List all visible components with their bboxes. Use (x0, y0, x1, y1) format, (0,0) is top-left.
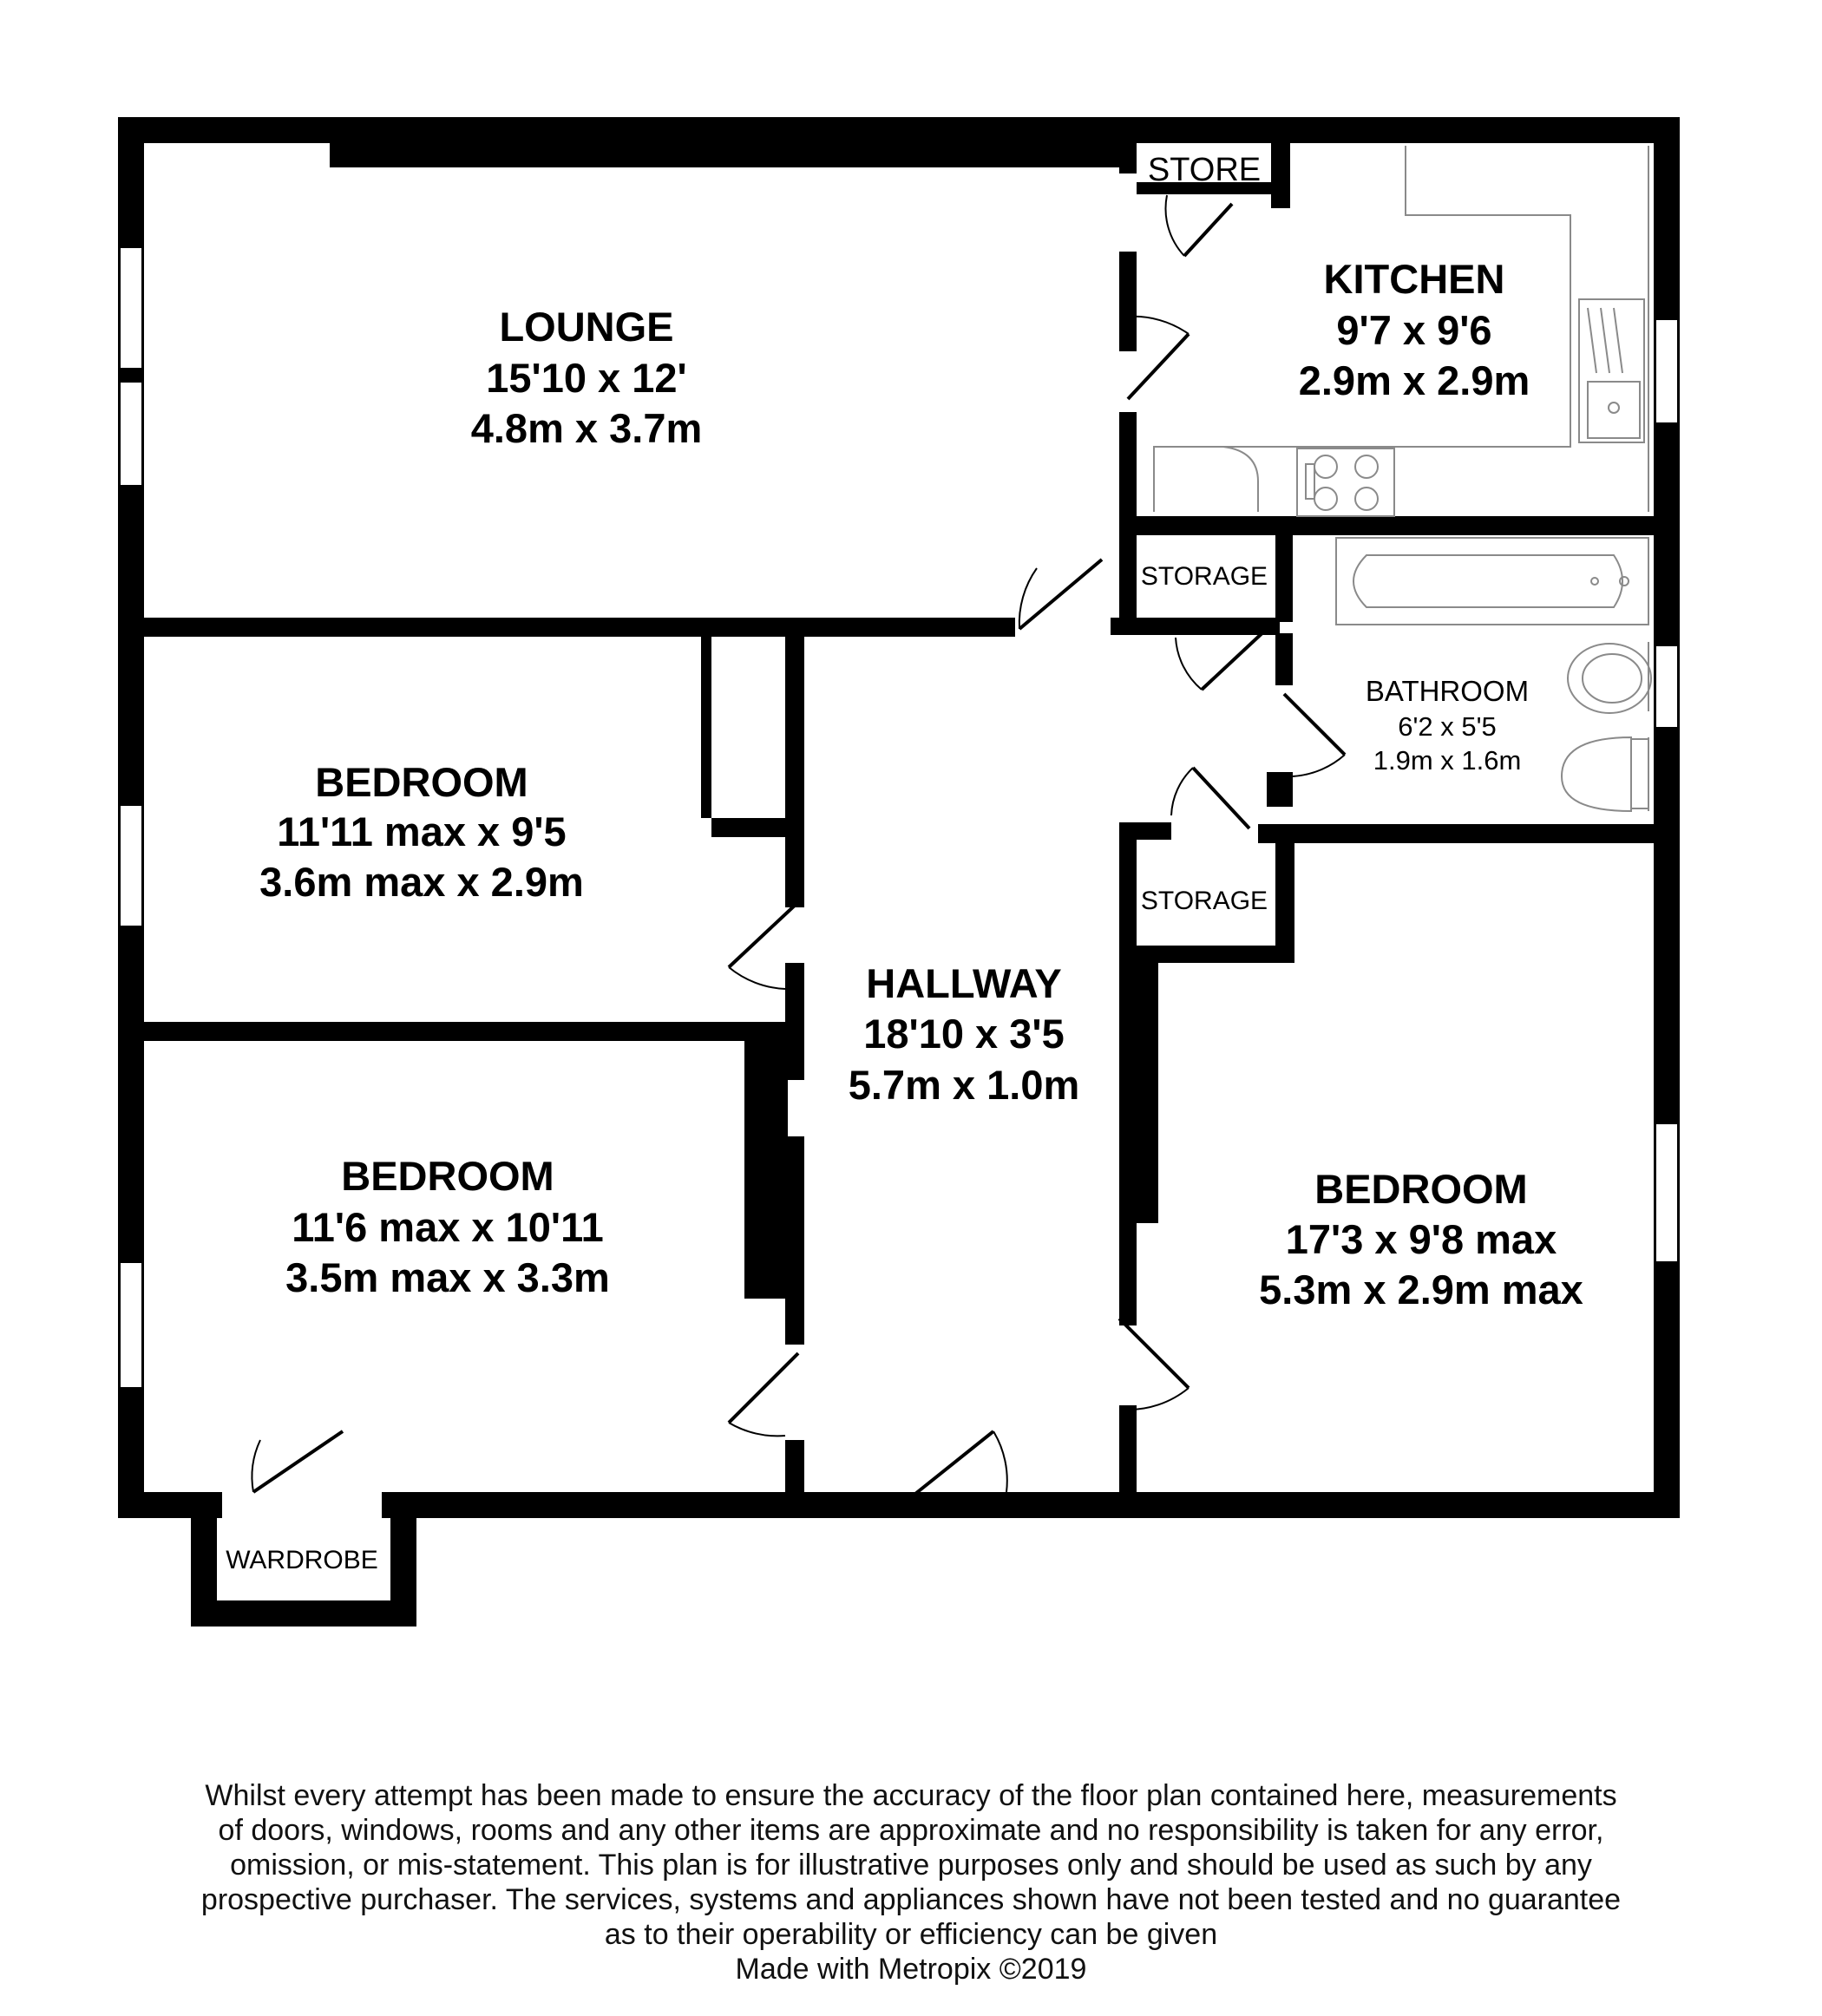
bedroom3-name: BEDROOM (1314, 1166, 1528, 1212)
bedroom3-metric: 5.3m x 2.9m max (1259, 1267, 1583, 1312)
storage-lower-label: STORAGE (1140, 887, 1268, 915)
bedroom1-name: BEDROOM (315, 759, 528, 805)
wardrobe-label: WARDROBE (226, 1546, 378, 1574)
bedroom2-name: BEDROOM (341, 1153, 554, 1199)
disclaimer-line: of doors, windows, rooms and any other items are approximate and no responsibility is taken for any error, (218, 1814, 1604, 1847)
store-label: STORE (1147, 152, 1262, 188)
disclaimer-line: prospective purchaser. The services, systems and appliances shown have not been tested and no guarantee (200, 1883, 1622, 1916)
kitchen-imperial: 9'7 x 9'6 (1336, 307, 1492, 353)
room-bathroom (1366, 675, 1529, 776)
bedroom1-metric: 3.6m max x 2.9m (259, 859, 584, 905)
kitchen-metric: 2.9m x 2.9m (1298, 357, 1530, 403)
storage-upper-label: STORAGE (1140, 562, 1268, 591)
hallway-metric: 5.7m x 1.0m (848, 1062, 1080, 1108)
credit-line: Made with Metropix ©2019 (735, 1953, 1087, 1986)
room-bedroom-2 (285, 1153, 610, 1300)
lounge-imperial: 15'10 x 12' (486, 355, 687, 401)
disclaimer-line: as to their operability or efficiency can be given (604, 1918, 1218, 1951)
bedroom1-imperial: 11'11 max x 9'5 (277, 808, 567, 854)
bathroom-metric: 1.9m x 1.6m (1373, 745, 1522, 776)
bathroom-name: BATHROOM (1365, 675, 1530, 707)
disclaimer (130, 1778, 1692, 1987)
bathroom-imperial: 6'2 x 5'5 (1398, 711, 1497, 742)
room-bedroom-1 (259, 759, 584, 905)
lounge-metric: 4.8m x 3.7m (470, 405, 703, 451)
kitchen-name: KITCHEN (1323, 256, 1505, 302)
hallway-name: HALLWAY (866, 960, 1062, 1006)
room-lounge (471, 304, 703, 451)
lounge-name: LOUNGE (499, 304, 674, 350)
room-bedroom-3 (1259, 1166, 1583, 1312)
bedroom2-imperial: 11'6 max x 10'11 (292, 1204, 604, 1250)
hallway-imperial: 18'10 x 3'5 (863, 1011, 1065, 1057)
room-kitchen (1299, 256, 1530, 403)
disclaimer-line: Whilst every attempt has been made to ensure the accuracy of the floor plan contained here, measurements (205, 1779, 1617, 1812)
disclaimer-line: omission, or mis-statement. This plan is for illustrative purposes only and should be used as such by any (230, 1849, 1592, 1882)
room-hallway (849, 960, 1080, 1108)
bedroom3-imperial: 17'3 x 9'8 max (1285, 1216, 1557, 1262)
bedroom2-metric: 3.5m max x 3.3m (285, 1254, 610, 1300)
